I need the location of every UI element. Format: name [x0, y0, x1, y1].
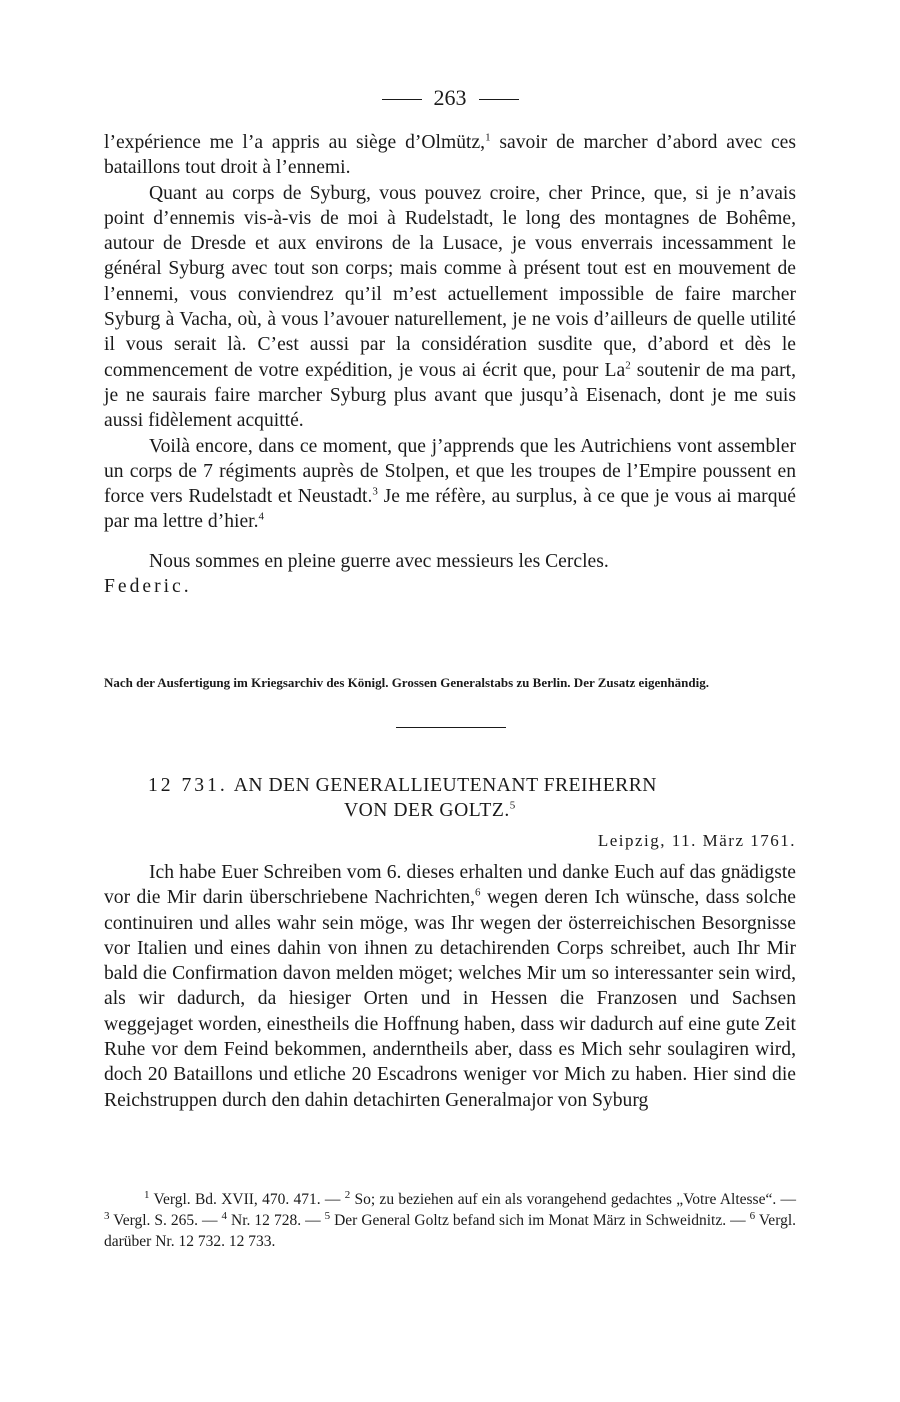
letter-body-top: [104, 130, 796, 599]
letter-number: 12 731.: [148, 775, 228, 796]
footnote-ref: 4: [258, 510, 265, 523]
footnotes: [104, 1189, 796, 1252]
footnote-ref: 3: [372, 485, 378, 498]
letter-heading: [148, 773, 768, 823]
page-number-header: [0, 85, 900, 111]
footnote-ref: 6: [475, 886, 481, 899]
postscript: Nous sommes en pleine guerre avec messieurs les Cercles.: [149, 550, 609, 572]
signature: Federic.: [104, 576, 192, 598]
paragraph-3: Voilà encore, dans ce moment, que j’apprends que les Autrichiens vont assembler un corps de 7 régiments auprès de Stolpen, et que les troupes de l’Empire poussent en force vers Rudelstadt et Neustadt.$^3$ Je me réfère, au surplus, à ce que je vous ai marqué par ma lettre d’hier.$^4$: [104, 435, 796, 533]
paragraph-main: Ich habe Euer Schreiben vom 6. dieses erhalten und danke Euch auf das gnädigste vor die Mir darin überschriebene Nachrichten,$^6$ wegen deren Ich wünsche, dass solche continuiren und alles wahr sein möge, was Ihr wegen der österreichischen Besorgnisse vor Italien und eines dahin von ihnen zu detachirenden Corps schreibet, auch Ihr Mir bald die Confirmation davon melden möget; welches Mir um so interessanter sein wird, als wir dadurch, da hiesiger Orten und in Hessen die Franzosen und Sachsen weggejaget worden, einestheils die Hoffnung haben, dass wir dadurch auf eine gute Zeit Ruhe vor dem Feind bekommen, anderntheils aber, dass es Mich sehr soulagiren wird, doch 20 Bataillons und etliche 20 Escadrons weniger vor Mich zu haben. Hier sind die Reichstruppen durch den dahin detachirten Generalmajor von Syburg: [104, 862, 796, 1111]
page-number: 263: [433, 85, 467, 110]
footnote-ref: 2: [625, 359, 631, 372]
dash-left: [382, 99, 422, 100]
section-divider: [396, 727, 506, 728]
heading-line-1: AN DEN GENERALLIEUTENANT FREIHERRN: [233, 775, 657, 796]
dash-right: [479, 99, 519, 100]
footnote-ref: 1: [485, 131, 491, 144]
paragraph-1: l’expérience me l’a appris au siège d’Olmütz,$^1$ savoir de marcher d’abord avec ces bataillons tout droit à l’ennemi.: [104, 131, 796, 179]
place-date: Leipzig, 11. März 1761.: [597, 831, 796, 850]
source-note: Nach der Ausfertigung im Kriegsarchiv des Königl. Grossen Generalstabs zu Berlin. Der Zusatz eigenhändig.: [104, 675, 709, 690]
paragraph-2: Quant au corps de Syburg, vous pouvez croire, cher Prince, que, si je n’avais point d’ennemis vis-à-vis de moi à Rudelstadt, le long des montagnes de Bohême, autour de Dresde et aux environs de la Lusace, je vous enverrais incessamment le général Syburg avec tout son corps; mais comme à présent tout est en mouvement de l’ennemi, vous conviendrez qu’il m’est actuellement impossible de faire marcher Syburg à Vacha, où, à vous l’avouer naturellement, je ne vois d’ailleurs de quelle utilité il vous serait là. C’est aussi par la considération susdite que, d’abord et dès le commencement de votre expédition, je vous ai écrit que, pour La$^2$ soutenir de ma part, je ne saurais faire marcher Syburg plus avant que jusqu’à Eisenach, dont je me suis aussi fidèlement acquitté.: [104, 182, 796, 432]
footnote-block: $^1$ Vergl. Bd. XVII, 470. 471. — $^2$ So; zu beziehen auf ein als vorangehend gedachtes „Votre Altesse“. — $^3$ Vergl. S. 265. — $^4$ Nr. 12 728. — $^5$ Der General Goltz befand sich im Monat März in Schweidnitz. — $^6$ Vergl. darüber Nr. 12 732. 12 733.: [104, 1188, 797, 1250]
letter-body-main: [104, 860, 796, 1113]
footnote-ref: 5: [509, 799, 516, 812]
heading-line-2: VON DER GOLTZ.: [344, 800, 510, 821]
